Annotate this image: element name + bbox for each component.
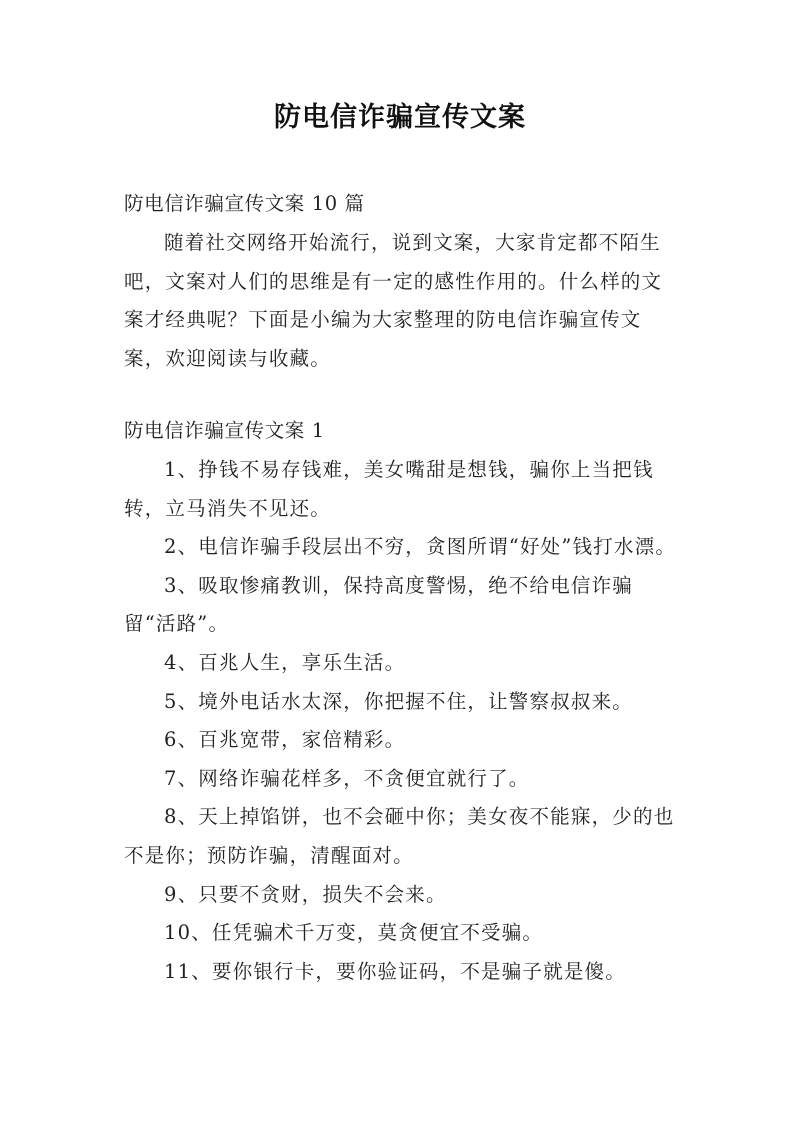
document-title: 防电信诈骗宣传文案 bbox=[274, 102, 526, 133]
list-item: 4、百兆人生，享乐生活。 bbox=[164, 650, 406, 674]
list-item: 6、百兆宽带，家倍精彩。 bbox=[164, 728, 406, 752]
list-item: 7、网络诈骗花样多，不贪便宜就行了。 bbox=[164, 766, 530, 790]
list-item: 3、吸取惨痛教训，保持高度警惕，绝不给电信诈骗留“活路”。 bbox=[124, 573, 634, 636]
list-item: 11、要你银行卡，要你验证码，不是骗子就是傻。 bbox=[164, 959, 626, 983]
intro-paragraph: 随着社交网络开始流行，说到文案，大家肯定都不陌生吧，文案对人们的思维是有一定的感性作用的。什么样的文案才经典呢？下面是小编为大家整理的防电信诈骗宣传文案，欢迎阅读与收藏。 bbox=[124, 231, 663, 370]
section-heading: 防电信诈骗宣传文案 1 bbox=[124, 419, 325, 442]
list-item: 8、天上掉馅饼，也不会砸中你；美女夜不能寐，少的也不是你；预防诈骗，清醒面对。 bbox=[124, 805, 675, 867]
item-list bbox=[124, 451, 680, 991]
intro-block bbox=[124, 224, 680, 378]
intro-heading: 防电信诈骗宣传文案 10 篇 bbox=[124, 192, 365, 215]
list-item: 9、只要不贪财，损失不会来。 bbox=[164, 882, 447, 906]
list-item: 10、任凭骗术千万变，莫贪便宜不受骗。 bbox=[164, 921, 544, 945]
list-item: 2、电信诈骗手段层出不穷，贪图所谓“好处”钱打水漂。 bbox=[164, 535, 677, 559]
list-item: 1、挣钱不易存钱难，美女嘴甜是想钱，骗你上当把钱转，立马消失不见还。 bbox=[124, 458, 654, 520]
list-item: 5、境外电话水太深，你把握不住，让警察叔叔来。 bbox=[164, 689, 634, 713]
